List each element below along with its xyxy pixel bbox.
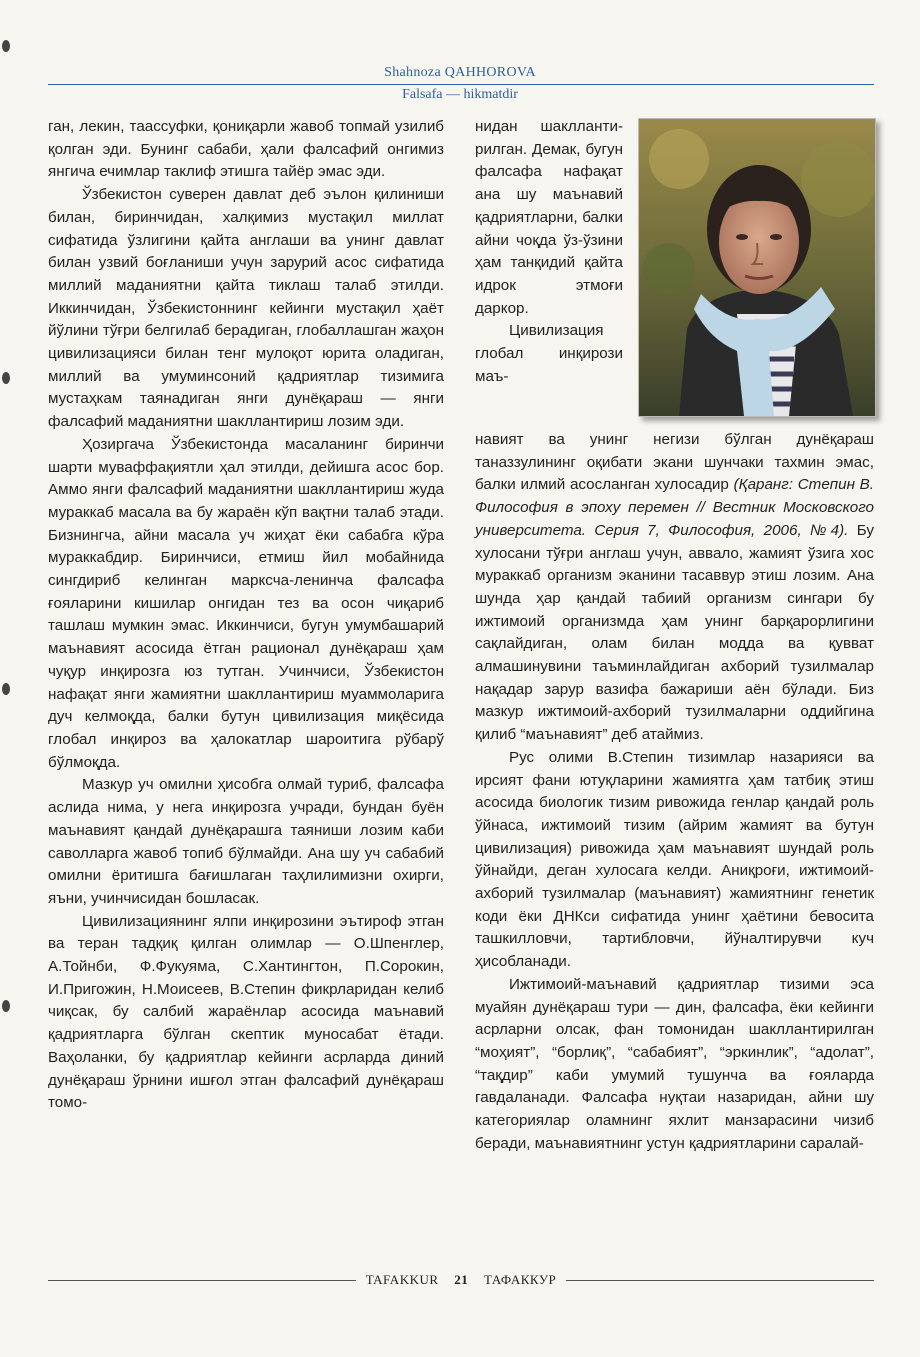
binder-hole: [2, 372, 10, 384]
right-column-narrow: [475, 116, 623, 388]
binder-hole: [2, 1000, 10, 1012]
paragraph-text: Бу хулосани тўғри англаш учун, аввало, жамият ўзига хос мураккаб организм эканини тасаввур этиш лозим. Ана шунда ҳар қандай табиий организм сингари бу ижтимоий организмда ҳам унинг барқарорлигини сақлайдиган, олам билан модда ва қувват алмашинувини таъминлайдиган ахборий тузилмалар нақадар зарур вазифа бажариши аён бўлади. Биз мазкур ижтимоий-ахборий тузилмаларни оддийгина қилиб “маънавият” деб атаймиз.: [475, 521, 874, 744]
citation: (Қаранг: Степин В. Философия в эпоху перемен // Вестник Московского университета. Серия 7, Философия, 2006, №4).: [475, 476, 874, 539]
footer-text: [356, 1272, 567, 1288]
footer-rule-right: [566, 1280, 874, 1281]
binder-hole: [2, 683, 10, 695]
footer-magazine-latin: TAFAKKUR: [365, 1272, 439, 1287]
paragraph: Ижтимоий-маънавий қадриятлар тизими эса муайян дунёқараш тури — дин, фалсафа, ёки кейинги асрларни олсак, фан томонидан шакллантирилган “моҳият”, “борлиқ”, “сабабият”, “эркинлик”, “адолат”, “тақдир” каби умумий тушунча ва ғояларда гавдаланади. Фалсафа нуқтаи назаридан, айни шу категориялар оламнинг яхлит манзарасини чизиб беради, маънавиятнинг устун қадриятларини саралай-: [475, 975, 874, 1152]
right-column-wide: [475, 429, 874, 1156]
header-divider: [48, 84, 874, 85]
header-section-title: Falsafa — hikmatdir: [402, 87, 518, 102]
paragraph: Ўзбекистон суверен давлат деб эълон қилиниши билан, биринчидан, халқимиз мустақил миллат сифатида ўзлигини қайта англаши ва унинг давлат билан узвий боғланиши учун зарурий асос сифатида миллий маданиятни қайта тиклаш талаб этилди. Иккинчидан, Ўзбекистоннинг кейинги мустақил ҳаёт йўлини тўғри белгилаб берадиган, глобаллашган жаҳон цивилизацияси билан тенг мулоқот юрита оладиган, миллий ва умуминсоний қадриятлар тизимига мустаҳкам таянадиган янги дунёқараш — янги фалсафий маданиятни шакллантириш лозим эди.: [48, 186, 444, 431]
paragraph-text: навият ва унинг негизи бўлган дунёқараш таназзулининг оқибати экани шунчаки тахмин эмас, балки илмий асосланган хулосадир: [475, 431, 874, 494]
paragraph: Цивилизация глобал инқирози маъ-: [475, 322, 623, 385]
paragraph: Мазкур уч омилни ҳисобга олмай туриб, фалсафа аслида нима, у нега инқирозга учради, бундан буён маънавият қандай дунёқарашга таяниши лозим каби саволларга жавоб топиб бўлмайди. Ана шу уч сабабий омилни ёритишга бағишлаган таҳлилимизни охирги, яъни, учинчисидан бошласак.: [48, 776, 444, 907]
author-photo: [638, 118, 876, 417]
binder-hole: [2, 40, 10, 52]
paragraph: Цивилизациянинг ялпи инқирозини эътироф этган ва теран тадқиқ қилган олимлар — О.Шпенглер, А.Тойнби, Ф.Фукуяма, С.Хантингтон, П.Сорокин, И.Пригожин, Н.Моисеев, В.Степин фикрларидан келиб чиқсак, бу салбий жараёнлар асосида маънавий қадриятларга бўлган скептик муносабат ётади. Ваҳоланки, бу қадриятлар кейинги асрларда диний дунёқараш ўрнини ишғол этган фалсафий дунёқараш томо-: [48, 912, 444, 1112]
page-number: 21: [454, 1272, 469, 1287]
page-footer: [48, 1270, 874, 1290]
paragraph: ган, лекин, таассуфки, қониқарли жавоб топмай узилиб қолган эди. Бунинг сабаби, ҳали фалсафий онгимиз янгича ечимлар таклиф этишга тайёр эмас эди.: [48, 118, 444, 181]
paragraph: Ҳозиргача Ўзбекистонда масаланинг биринчи шарти муваффақиятли ҳал этилди, дейишга асос бор. Аммо янги фалсафий маданиятни шакллантириш жуда мураккаб масала ва бу жараён кўп вақтни талаб этади. Бизнингча, айни масала уч жиҳат ёки сабабга кўра мураккабдир. Биринчиси, етмиш йил мобайнида сингдириб келинган марксча-ленинча фалсафа ғояларини кишилар онгидан тез ва осон чиқариб ташлаш мумкин эмас. Иккинчиси, бугун умумбашарий маънавият асосида ётган рационал дунёқараш ҳам чуқур инқирозга юз тутган. Учинчиси, Ўзбекистон нафақат янги жамиятни шакллантириш муаммоларига дуч келмоқда, балки бутун цивилизация миқёсида глобал инқироз ва ҳалокатлар шароитига рўбарў бўлмоқда.: [48, 435, 444, 771]
footer-magazine-cyrillic: ТАФАККУР: [484, 1272, 557, 1287]
paragraph: [475, 429, 874, 747]
header-author: Shahnoza QAHHOROVA: [384, 65, 536, 80]
paragraph: нидан шакллантирилган. Демак, бугун фалсафа нафақат ана шу маънавий қадриятларни, балки айни чоқда ўз-ўзини ҳам танқидий қайта идрок этмоғи даркор.: [475, 118, 623, 317]
footer-rule-left: [48, 1280, 356, 1281]
paragraph: Рус олими В.Степин тизимлар назарияси ва ирсият фани ютуқларини жамиятга ҳам татбиқ этиш асосида биологик тизим ривожида генлар қандай роль ўйнаса, ижтимоий тизим (айрим жамият ва бутун цивилизация) ривожида ҳам маънавият шундай роль ўйнайди, деган хулосага келди. Аниқроғи, ижтимоий-ахборий тузилмалар (маънавият) жамиятнинг генетик коди ёки ДНКси сифатида унинг ҳаётини бевосита ташкилловчи, тартибловчи, йўналтирувчи куч ҳисобланади.: [475, 748, 874, 971]
left-column: [48, 116, 444, 1115]
